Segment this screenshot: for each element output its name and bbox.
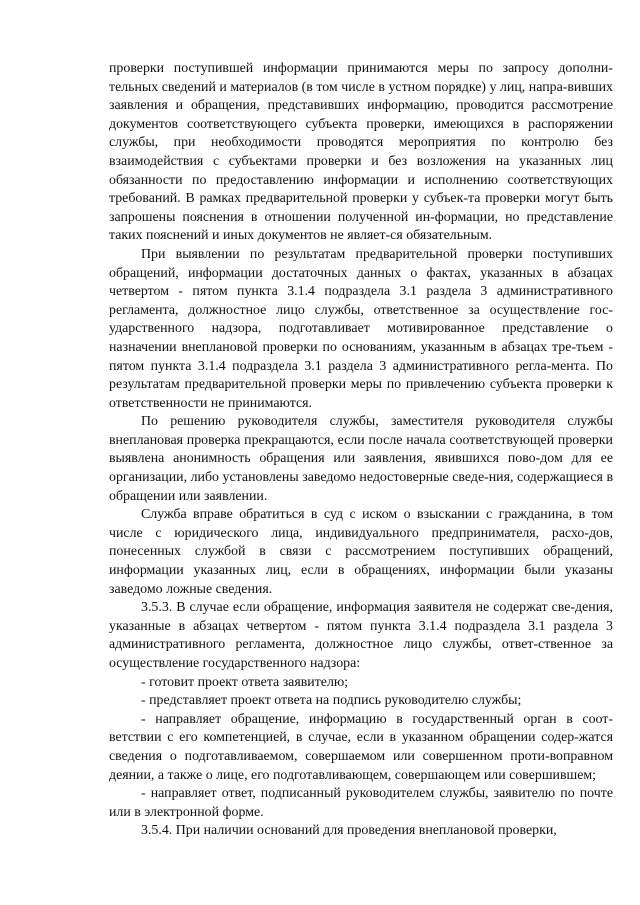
list-item-prepare-answer: - готовит проект ответа заявителю; <box>141 674 349 690</box>
list-item-submit-answer: - представляет проект ответа на подпись руководителю службы; <box>141 693 522 709</box>
list-item-forward-appeal: - направляет обращение, информацию в государственный орган в соот-ветствии с его компетенцией, в случае, если в указанном обращении содер-жатся сведения о подготавливаемом, совершаемом или совершенном проти-воправном деянии, а также о лице, его подготавливающем, совершающем или совершившем; <box>109 711 613 783</box>
paragraph-preliminary-check: При выявлении по результатам предварительной проверки поступивших обращений, информации достаточных данных о фактах, указанных в абзацах четвертом - пятом пункта 3.1.4 подраздела 3.1 раздела 3 административного регламента, должностное лицо службы, ответственное за осуществление гос-ударственного надзора, подготавливает мотивированное представление о назначении внеплановой проверки по основаниям, указанным в абзацах тре-тьем - пятом пункта 3.1.4 подраздела 3.1 раздела 3 административного регла-мента. По результатам предварительной проверки меры по привлечению субъекта проверки к ответственности не принимаются. <box>109 246 613 411</box>
list-item-send-answer: - направляет ответ, подписанный руководителем службы, заявителю по почте или в электронной форме. <box>109 786 613 820</box>
paragraph-inspection-termination: По решению руководителя службы, заместителя руководителя службы внеплановая проверка прекращаются, если после начала соответствующей проверки выявлена анонимность обращения или заявления, явившихся пово-дом для ее организации, либо установлены заведомо недостоверные сведе-ния, содержащиеся в обращении или заявлении. <box>109 414 613 504</box>
paragraph-court-claim: Служба вправе обратиться в суд с иском о взыскании с гражданина, в том числе с юридического лица, индивидуального предпринимателя, расхо-дов, понесенных службой в связи с рассмотрением поступивших обращений, информации указанных лиц, если в обращениях, информации были указаны заведомо ложные сведения. <box>109 507 613 597</box>
document-body <box>109 60 613 841</box>
paragraph-continuation: проверки поступившей информации принимаются меры по запросу дополни-тельных сведений и материалов (в том числе в устном порядке) у лиц, напра-вивших заявления и обращения, представивших информацию, проводится рассмотрение документов соответствующего субъекта проверки, имеющихся в распоряжении службы, при необходимости проводятся мероприятия по контролю без взаимодействия с субъектами проверки и без возложения на указанных лиц обязанности по предоставлению информации и исполнению соответствующих требований. В рамках предварительной проверки у субъек-та проверки могут быть запрошены пояснения в отношении полученной ин-формации, но представление таких пояснений и иных документов не являет-ся обязательным. <box>109 61 613 244</box>
paragraph-3-5-3: 3.5.3. В случае если обращение, информация заявителя не содержат све-дения, указанные в абзацах четвертом - пятом пункта 3.1.4 подраздела 3.1 раздела 3 административного регламента, должностное лицо службы, ответ-ственное за осуществление государственного надзора: <box>109 600 613 671</box>
paragraph-3-5-4: 3.5.4. При наличии оснований для проведения внеплановой проверки, <box>141 823 557 839</box>
